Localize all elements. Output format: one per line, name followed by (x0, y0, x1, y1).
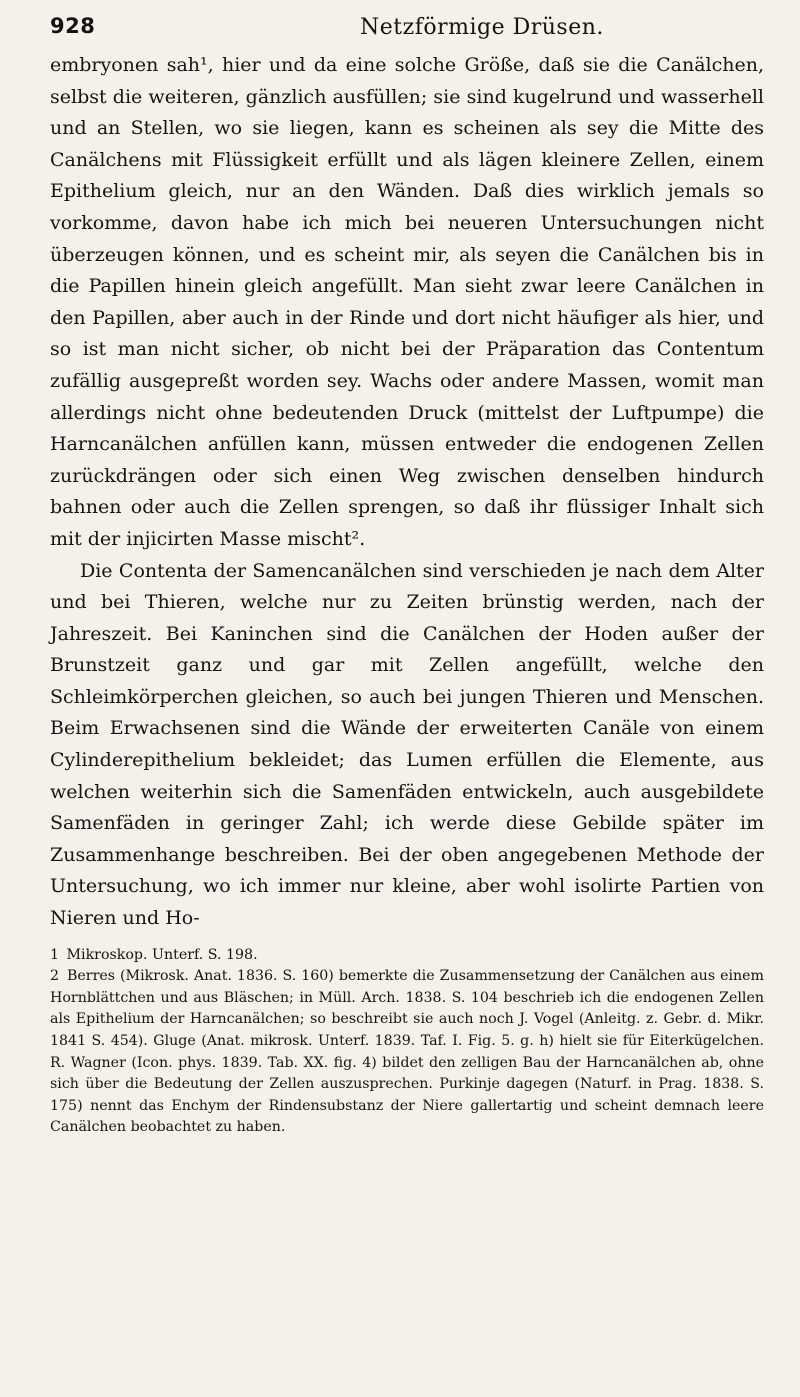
running-title: Netzförmige Drüsen. (360, 15, 604, 40)
footnote (50, 945, 764, 967)
paragraph: embryonen sah¹, hier und da eine solche Größe, daß sie die Canälchen, selbst die weiteren, gänzlich ausfüllen; sie sind kugelrund und wasserhell und an Stellen, wo sie liegen, kann es scheinen als sey die Mitte des Canälchens mit Flüssigkeit erfüllt und als lägen kleinere Zellen, einem Epithelium gleich, nur an den Wänden. Daß dies wirklich jemals so vorkomme, davon habe ich mich bei neueren Untersuchungen nicht überzeugen können, und es scheint mir, als seyen die Canälchen bis in die Papillen hinein gleich angefüllt. Man sieht zwar leere Canälchen in den Papillen, aber auch in der Rinde und dort nicht häufiger als hier, und so ist man nicht sicher, ob nicht bei der Präparation das Contentum zufällig ausgepreßt worden sey. Wachs oder andere Massen, womit man allerdings nicht ohne bedeutenden Druck (mittelst der Luftpumpe) die Harncanälchen anfüllen kann, müssen entweder die endogenen Zellen zurückdrängen oder sich einen Weg zwischen denselben hindurch bahnen oder auch die Zellen sprengen, so daß ihr flüssiger Inhalt sich mit der injicirten Masse mischt². (50, 54, 764, 550)
footnote-number: 2 (50, 968, 60, 985)
footnote-text: Mikroskop. Unterf. S. 198. (66, 946, 258, 963)
body-text (50, 50, 764, 935)
footnotes (50, 945, 764, 1139)
paragraph: Die Contenta der Samencanälchen sind verschieden je nach dem Alter und bei Thieren, welche nur zu Zeiten brünstig werden, nach der Jahreszeit. Bei Kaninchen sind die Canälchen der Hoden außer der Brunstzeit ganz und gar mit Zellen angefüllt, welche den Schleimkörperchen gleichen, so auch bei jungen Thieren und Menschen. Beim Erwachsenen sind die Wände der erweiterten Canäle von einem Cylinderepithelium bekleidet; das Lumen erfüllen die Elemente, aus welchen weiterhin sich die Samenfäden entwickeln, auch ausgebildete Samenfäden in geringer Zahl; ich werde diese Gebilde später im Zusammenhange beschreiben. Bei der oben angegebenen Methode der Untersuchung, wo ich immer nur kleine, aber wohl isolirte Partien von Nieren und Ho- (50, 559, 764, 930)
footnote-number: 1 (50, 946, 60, 963)
running-head (50, 12, 764, 48)
page-number: 928 (50, 14, 96, 38)
footnote-text: Berres (Mikrosk. Anat. 1836. S. 160) bemerkte die Zusammensetzung der Canälchen aus einem Hornblättchen und aus Bläschen; in Müll. Arch. 1838. S. 104 beschrieb ich die endogenen Zellen als Epithelium der Harncanälchen; so beschreibt sie auch noch J. Vogel (Anleitg. z. Gebr. d. Mikr. 1841 S. 454). Gluge (Anat. mikrosk. Unterf. 1839. Taf. I. Fig. 5. g. h) hielt sie für Eiterkügelchen. R. Wagner (Icon. phys. 1839. Tab. XX. fig. 4) bildet den zelligen Bau der Harncanälchen ab, ohne sich über die Bedeutung der Zellen auszusprechen. Purkinje dagegen (Naturf. in Prag. 1838. S. 175) nennt das Enchym der Rindensubstanz der Niere gallertartig und scheint demnach leere Canälchen beobachtet zu haben. (50, 968, 764, 1136)
footnote (50, 966, 764, 1139)
